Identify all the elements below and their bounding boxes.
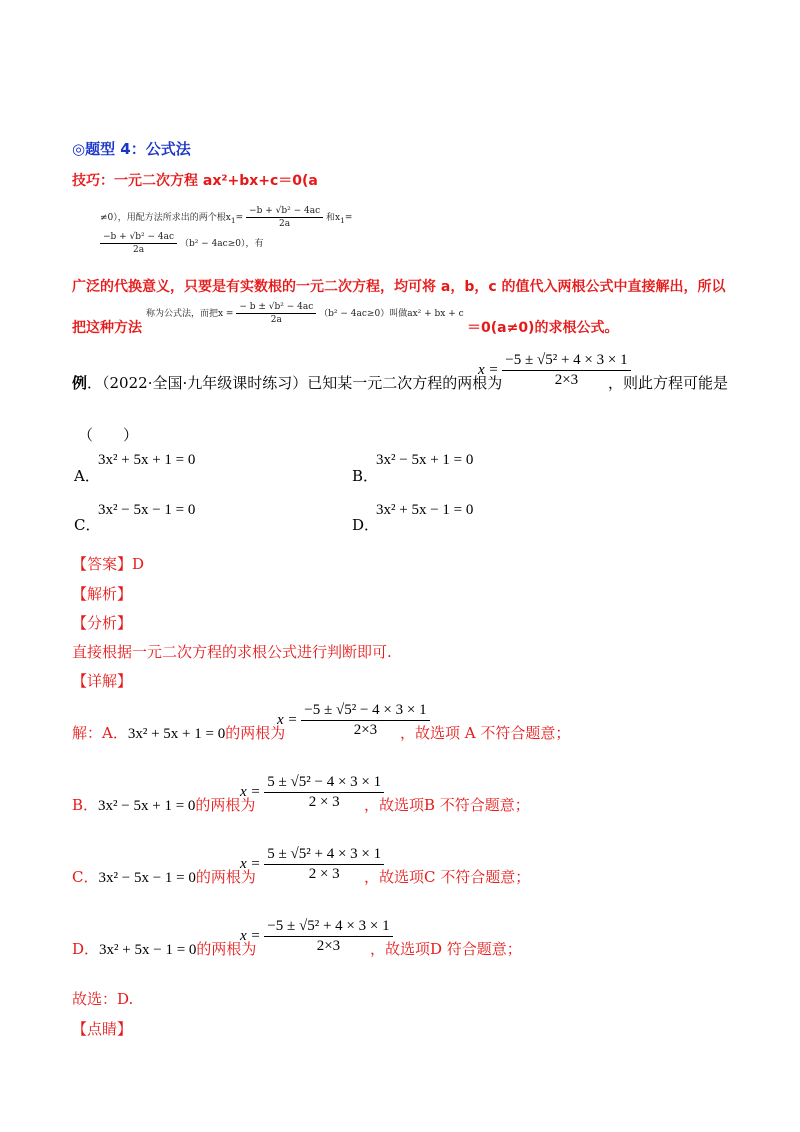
section-title: ◎题型 4：公式法	[72, 140, 191, 158]
fenxi-label: 【分析】	[72, 614, 133, 632]
option-a-equation: 3x² + 5x + 1 = 0	[98, 452, 196, 468]
option-c-equation: 3x² − 5x − 1 = 0	[98, 502, 196, 518]
tip-line-1: 技巧：一元二次方程 ax²+bx+c＝0(a	[72, 173, 318, 189]
tip-scan-row-3: 称为公式法，而把x = $\frac{\text{− b ± √b² − 4ac}}{2a}$ （b² − 4ac≥0）叫做ax² + bx + c	[146, 302, 464, 325]
option-d-letter: D．	[352, 516, 380, 534]
step-b: B．3x² − 5x + 1 = 0的两根为	[72, 796, 256, 814]
step-d-tail: ，故选项D 符合题意；	[370, 940, 522, 958]
tip-scan-row-1: ≠0），用配方法所求出的两个根$x_1=$ $\frac{\text{−b + √b² − 4ac}}{2a}$ 和$x_1=$	[100, 206, 353, 229]
step-d-formula: x = $\frac{\text{−5 ± √5² + 4 × 3 × 1}}{2\times 3}$	[240, 918, 393, 955]
tip-scan-fraction-3: $\frac{\text{− b ± √b² − 4ac}}{2a}$	[236, 302, 316, 325]
step-a-tail: ，故选项 A 不符合题意；	[400, 724, 571, 742]
option-b-equation: 3x² − 5x + 1 = 0	[376, 452, 474, 468]
step-a: 解：A．3x² + 5x + 1 = 0的两根为	[72, 724, 286, 742]
tip-line-3: 广泛的代换意义，只要是有实数根的一元二次方程，均可将 a，b，c 的值代入两根公式中直接解出，所以	[72, 279, 726, 295]
example-suffix: ，则此方程可能是	[608, 374, 729, 392]
step-c-formula: x = $\frac{\text{5 ± √5² + 4 × 3 × 1}}{2 \times 3}$	[240, 846, 384, 883]
answer-label: 【答案】D	[72, 555, 145, 573]
fenxi-text: 直接根据一元二次方程的求根公式进行判断即可.	[72, 643, 392, 661]
tip-scan-fraction-1: $\frac{\text{−b + √b² − 4ac}}{2a}$	[246, 206, 323, 229]
dianjing-label: 【点睛】	[72, 1020, 133, 1038]
tip-scan-fraction-2: $\frac{\text{−b + √b² − 4ac}}{2a}$	[100, 232, 177, 255]
option-b-letter: B．	[352, 467, 379, 485]
example-paren: （ ）	[78, 426, 139, 444]
tip-scan-row-2: $\frac{\text{−b + √b² − 4ac}}{2a}$ （b² − 4ac≥0），有	[100, 232, 264, 255]
example-source: ．（2022·全国·九年级课时练习）已知某一元二次方程的两根为	[87, 374, 503, 392]
tip-line-4-left: 把这种方法	[72, 320, 142, 336]
conclusion: 故选：D.	[72, 990, 134, 1008]
step-a-formula: x = $\frac{\text{−5 ± √5² − 4 × 3 × 1}}{2\times 3}$	[277, 702, 430, 739]
tip-line-4-right: ＝0(a≠0)的求根公式。	[467, 320, 619, 336]
step-d: D．3x² + 5x − 1 = 0的两根为	[72, 940, 257, 958]
option-d-equation: 3x² + 5x − 1 = 0	[376, 502, 474, 518]
tip-scan-text: ≠0），用配方法所求出的两个根x	[100, 213, 231, 223]
example-label: 例	[72, 374, 88, 392]
step-b-tail: ，故选项B 不符合题意；	[364, 796, 530, 814]
analysis-label: 【解析】	[72, 585, 133, 603]
example-formula: x = $\frac{\text{−5 ± √5² + 4 × 3 × 1}}{2\times 3}$	[478, 352, 631, 389]
detail-label: 【详解】	[72, 672, 133, 690]
example-question	[72, 372, 502, 393]
option-a-letter: A．	[74, 467, 100, 485]
step-b-formula: x = $\frac{\text{5 ± √5² − 4 × 3 × 1}}{2 \times 3}$	[240, 774, 384, 811]
option-c-letter: C．	[74, 516, 101, 534]
step-c: C．3x² − 5x − 1 = 0的两根为	[72, 868, 256, 886]
step-c-tail: ，故选项C 不符合题意；	[364, 868, 531, 886]
